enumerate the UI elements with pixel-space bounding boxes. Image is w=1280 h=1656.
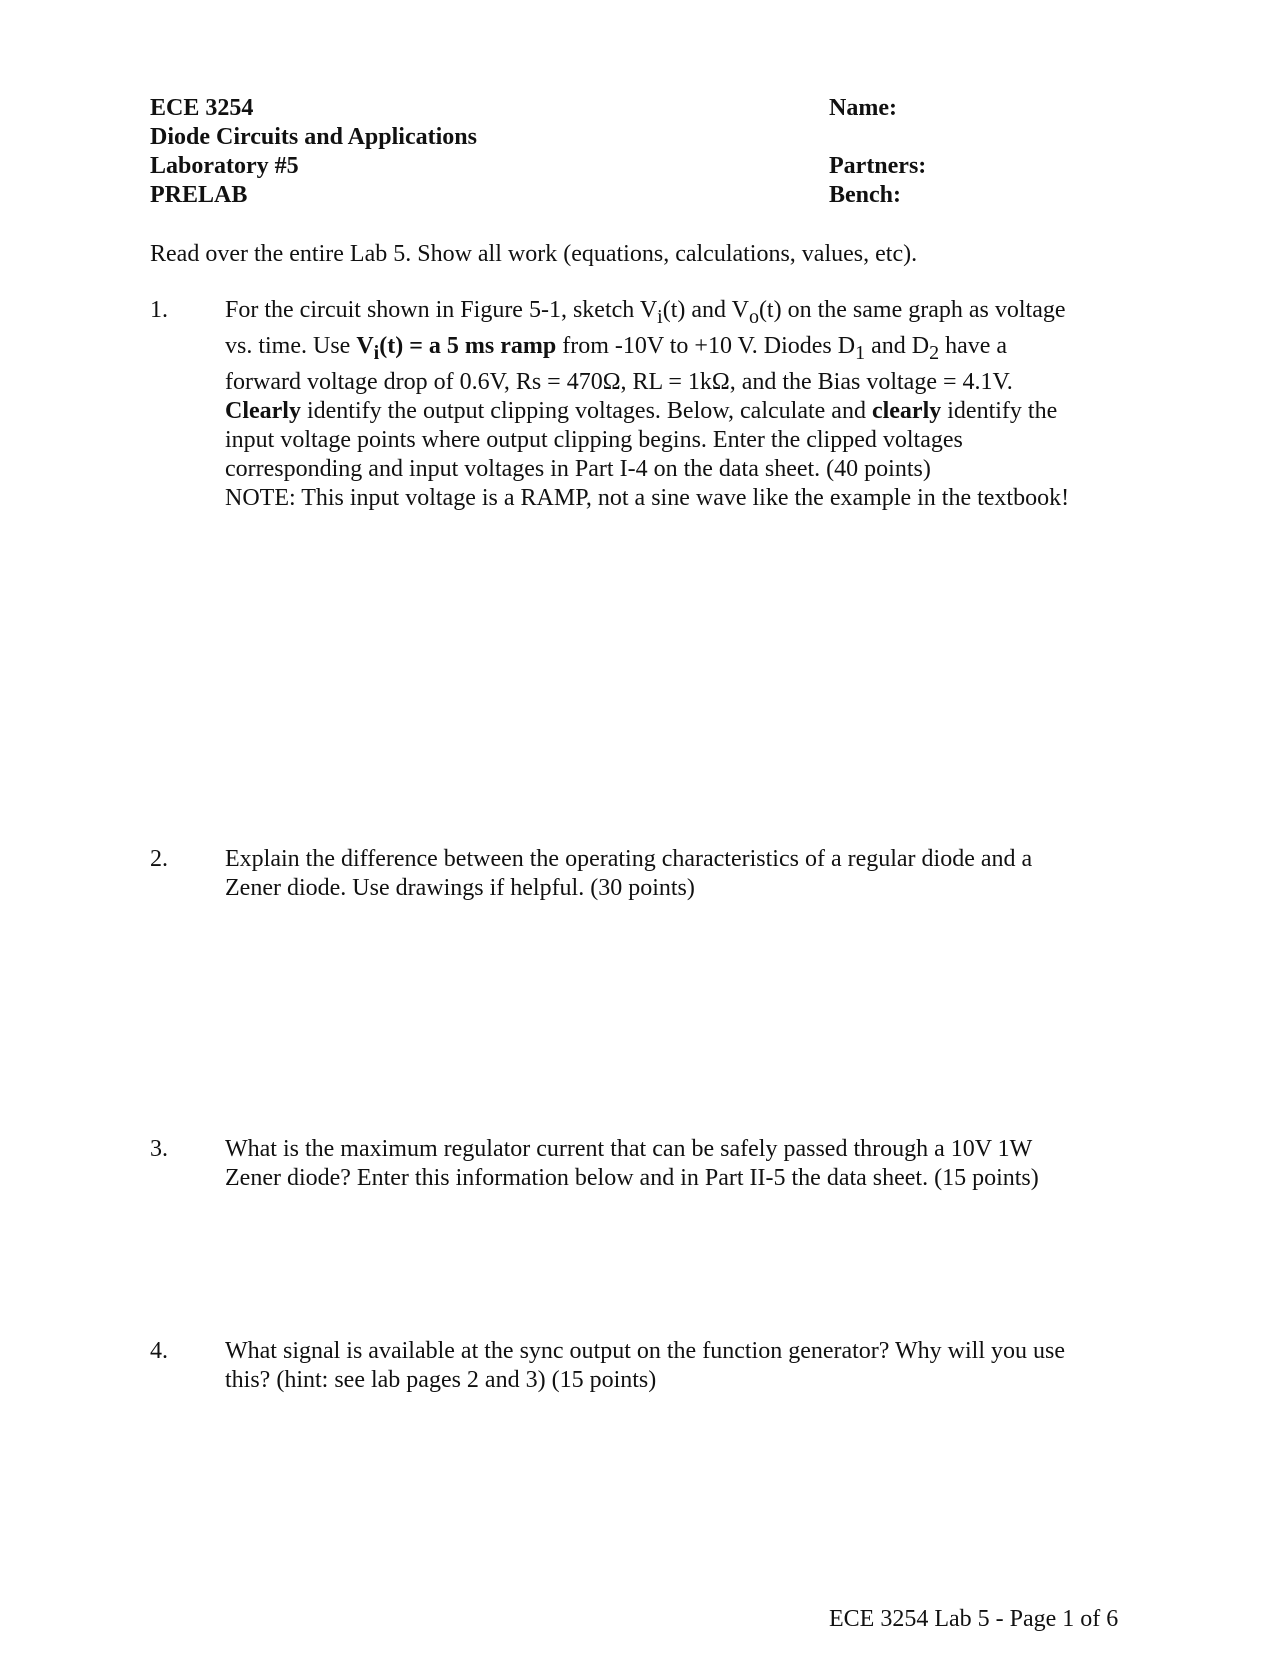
question-line: Explain the difference between the operating characteristics of a regular diode and a (225, 846, 1033, 872)
question-number: 1. (150, 297, 168, 323)
question-line: Zener diode? Enter this information below and in Part II-5 the data sheet. (15 points) (225, 1165, 1039, 1191)
question-text (225, 1135, 1225, 1193)
header-spacer (829, 123, 926, 152)
document-type: PRELAB (150, 182, 248, 208)
name-label: Name: (829, 95, 897, 121)
header-right (829, 94, 926, 210)
bench-label: Bench: (829, 182, 901, 208)
question-line: What is the maximum regulator current that can be safely passed through a 10V 1W (225, 1136, 1033, 1162)
page-footer: ECE 3254 Lab 5 - Page 1 of 6 (829, 1606, 1119, 1632)
question-line: forward voltage drop of 0.6V, Rs = 470Ω, RL = 1kΩ, and the Bias voltage = 4.1V. (225, 368, 1013, 395)
question-line: NOTE: This input voltage is a RAMP, not a sine wave like the example in the textbook! (225, 484, 1070, 511)
question-line: What signal is available at the sync output on the function generator? Why will you use (225, 1338, 1065, 1364)
question-line: vs. time. Use $V_i(t) = a$ 5 ms ramp from -10V to +10 V. Diodes $D_1$ and $D_2$ have a (225, 332, 1008, 364)
question-text (225, 845, 1225, 903)
lab-number: Laboratory #5 (150, 153, 299, 179)
question-line: For the circuit shown in Figure 5-1, sketch $V_i(t)$ and $V_o(t)$ on the same graph as voltage (225, 297, 1066, 328)
ramp-spec: $V_i(t) = a$ 5 ms ramp (356, 332, 557, 364)
lab-title: Diode Circuits and Applications (150, 124, 477, 150)
intro-instructions: Read over the entire Lab 5. Show all work (equations, calculations, values, etc). (150, 241, 918, 267)
question-line: corresponding and input voltages in Part I-4 on the data sheet. (40 points) (225, 455, 931, 482)
header-left (150, 94, 477, 210)
question-number: 2. (150, 846, 168, 872)
question-line: input voltage points where output clipping begins. Enter the clipped voltages (225, 426, 963, 453)
question-line: Zener diode. Use drawings if helpful. (30 points) (225, 875, 695, 901)
question-line: Clearly identify the output clipping voltages. Below, calculate and clearly identify the (225, 397, 1058, 424)
question-number: 3. (150, 1136, 168, 1162)
question-line: this? (hint: see lab pages 2 and 3) (15 points) (225, 1367, 657, 1393)
course-code: ECE 3254 (150, 95, 254, 121)
question-text (225, 296, 1225, 513)
question-text (225, 1337, 1225, 1395)
question-number: 4. (150, 1338, 168, 1364)
partners-label: Partners: (829, 153, 927, 179)
